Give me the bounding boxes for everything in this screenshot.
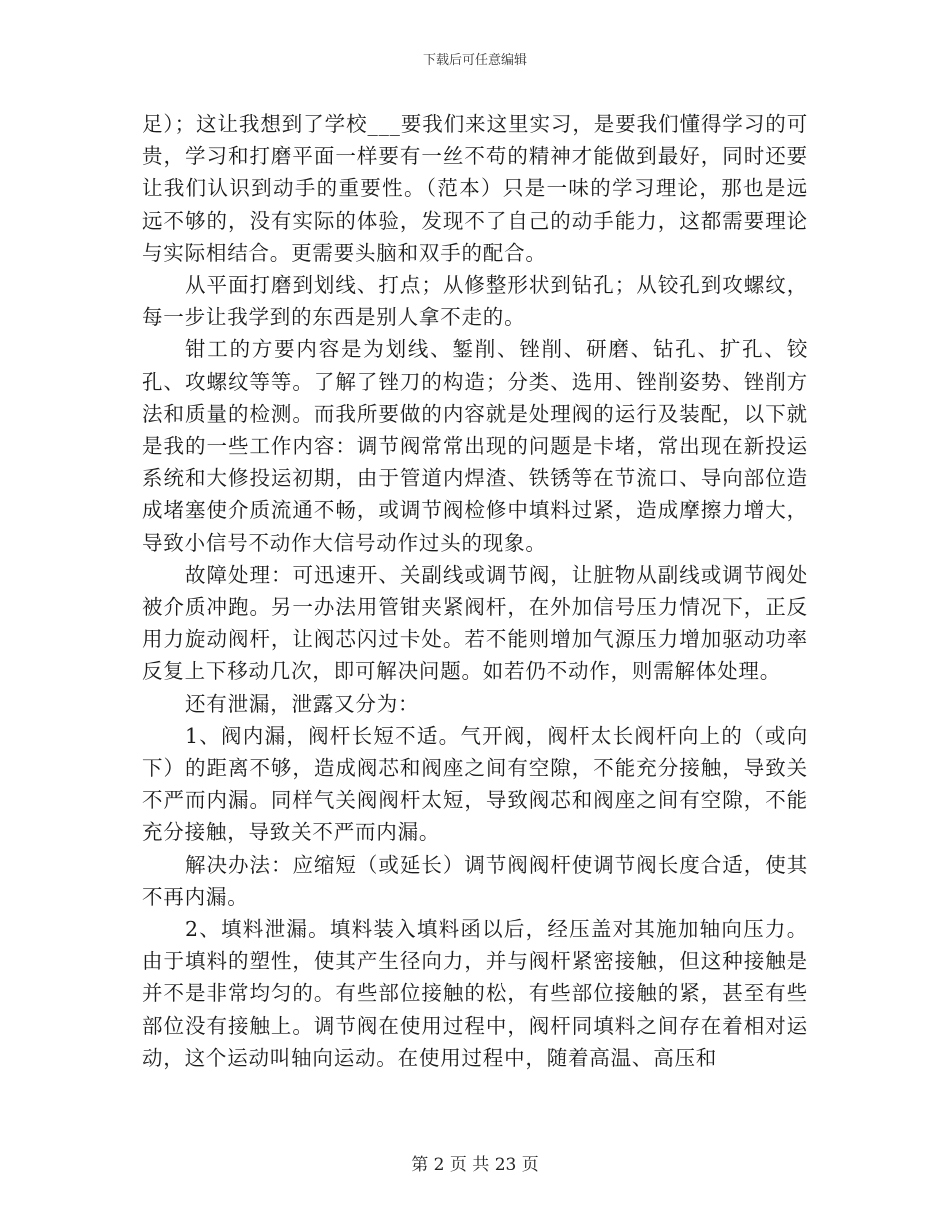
page-header: 下载后可任意编辑 xyxy=(422,53,527,68)
paragraph: 2、填料泄漏。填料装入填料函以后，经压盖对其施加轴向压力。由于填料的塑性，使其产生径向力，并与阀杆紧密接触，但这种接触是并不是非常均匀的。有些部位接触的松，有些部位接触的紧，甚至有些部位没有接触上。调节阀在使用过程中，阀杆同填料之间存在着相对运动，这个运动叫轴向运动。在使用过程中，随着高温、高压和 xyxy=(142,917,808,1070)
page-number-footer: 第 2 页 共 23 页 xyxy=(411,1155,539,1175)
paragraph: 足）；这让我想到了学校___要我们来这里实习，是要我们懂得学习的可贵，学习和打磨平面一样要有一丝不苟的精神才能做到最好，同时还要让我们认识到动手的重要性。（范本）只是一味的学习理论，那也是远远不够的，没有实际的体验，发现不了自己的动手能力，这都需要理论与实际相结合。更需要头脑和双手的配合。 xyxy=(142,112,808,265)
paragraph: 还有泄漏，泄露又分为： xyxy=(185,691,420,716)
paragraph: 故障处理：可迅速开、关副线或调节阀，让脏物从副线或调节阀处被介质冲跑。另一办法用管钳夹紧阀杆，在外加信号压力情况下，正反用力旋动阀杆，让阀芯闪过卡处。若不能则增加气源压力增加驱动功率反复上下移动几次，即可解决问题。如若仍不动作，则需解体处理。 xyxy=(142,562,808,684)
paragraph: 解决办法：应缩短（或延长）调节阀阀杆使调节阀长度合适，使其不再内漏。 xyxy=(142,852,808,909)
document-body xyxy=(142,108,808,1074)
paragraph: 1、阀内漏，阀杆长短不适。气开阀，阀杆太长阀杆向上的（或向下）的距离不够，造成阀芯和阀座之间有空隙，不能充分接触，导致关不严而内漏。同样气关阀阀杆太短，导致阀芯和阀座之间有空隙，不能充分接触，导致关不严而内漏。 xyxy=(142,723,808,845)
paragraph: 钳工的方要内容是为划线、錾削、锉削、研磨、钻孔、扩孔、铰孔、攻螺纹等等。了解了锉刀的构造；分类、选用、锉削姿势、锉削方法和质量的检测。而我所要做的内容就是处理阀的运行及装配，以下就是我的一些工作内容：调节阀常常出现的问题是卡堵，常出现在新投运系统和大修投运初期，由于管道内焊渣、铁锈等在节流口、导向部位造成堵塞使介质流通不畅，或调节阀检修中填料过紧，造成摩擦力增大，导致小信号不动作大信号动作过头的现象。 xyxy=(142,337,808,555)
paragraph: 从平面打磨到划线、打点；从修整形状到钻孔；从铰孔到攻螺纹，每一步让我学到的东西是别人拿不走的。 xyxy=(142,273,808,330)
